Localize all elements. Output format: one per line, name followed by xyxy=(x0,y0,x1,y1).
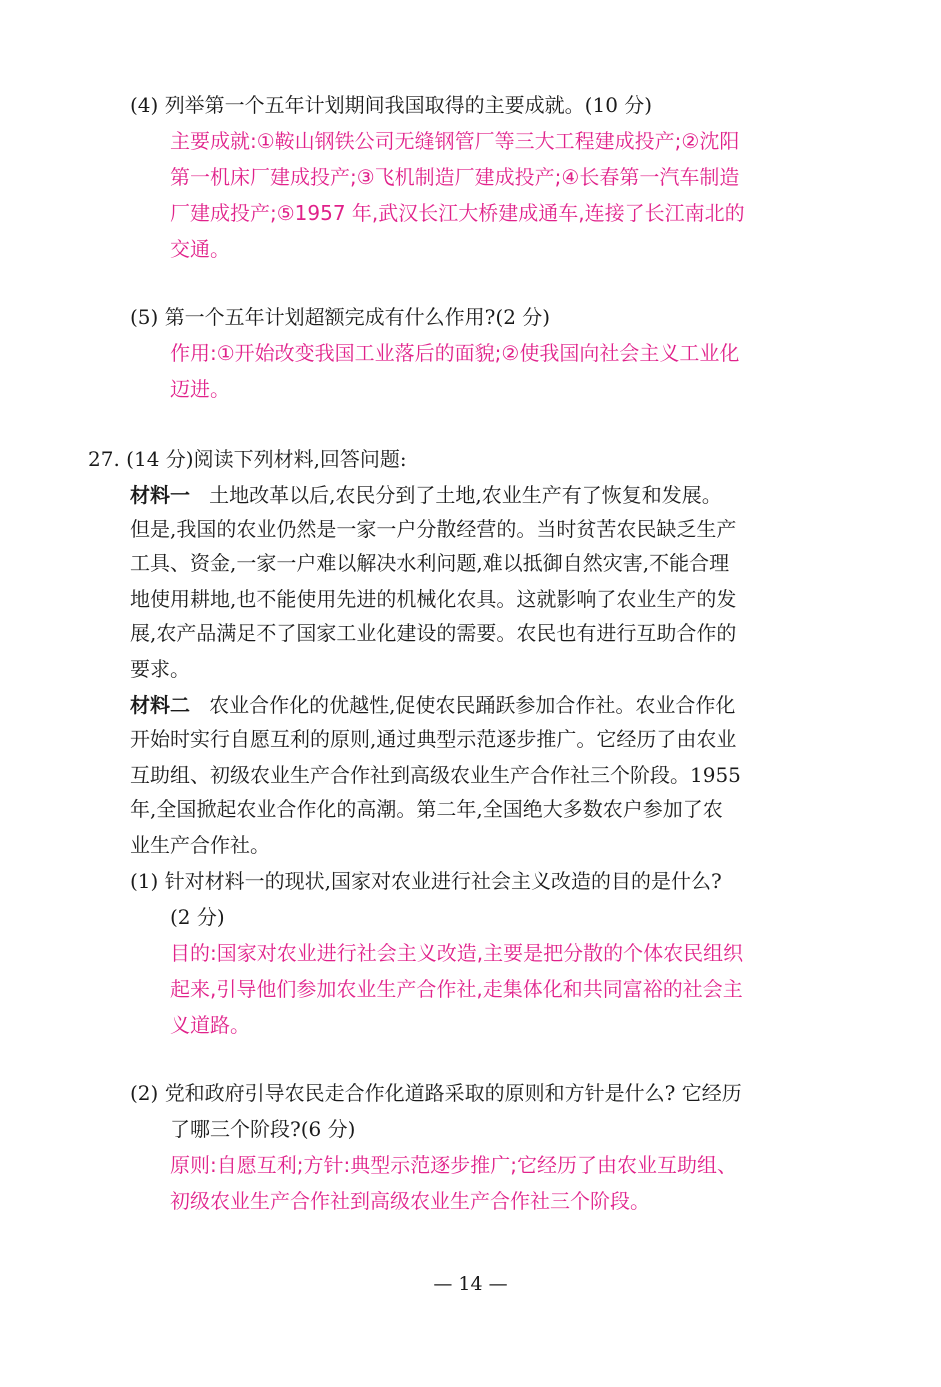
material1-line: 要求。 xyxy=(130,657,190,681)
page-number: — 14 — xyxy=(433,1273,508,1295)
material2-line: 年,全国掀起农业合作化的高潮。第二年,全国绝大多数农户参加了农 xyxy=(130,797,723,821)
material1-text: 土地改革以后,农民分到了土地,农业生产有了恢复和发展。 xyxy=(209,483,722,507)
material1-first-line xyxy=(130,482,722,508)
material2-text: 农业合作化的优越性,促使农民踊跃参加合作社。农业合作化 xyxy=(209,693,736,717)
q27-2-question-cont: 了哪三个阶段?(6 分) xyxy=(170,1117,356,1141)
q26-4-answer-line: 第一机床厂建成投产;③飞机制造厂建成投产;④长春第一汽车制造 xyxy=(170,165,740,189)
material2-line: 开始时实行自愿互利的原则,通过典型示范逐步推广。它经历了由农业 xyxy=(130,727,737,751)
material1-line: 但是,我国的农业仍然是一家一户分散经营的。当时贫苦农民缺乏生产 xyxy=(130,517,737,541)
q26-5-question: (5) 第一个五年计划超额完成有什么作用?(2 分) xyxy=(130,305,551,329)
q27-1-answer-line: 起来,引导他们参加农业生产合作社,走集体化和共同富裕的社会主 xyxy=(170,977,743,1001)
q26-5-answer-line: 作用:①开始改变我国工业落后的面貌;②使我国向社会主义工业化 xyxy=(170,341,740,365)
material2-first-line xyxy=(130,692,735,718)
material2-label: 材料二 xyxy=(130,693,190,717)
q27-1-question: (1) 针对材料一的现状,国家对农业进行社会主义改造的目的是什么? xyxy=(130,869,722,893)
q26-4-answer-line: 主要成就:①鞍山钢铁公司无缝钢管厂等三大工程建成投产;②沈阳 xyxy=(170,129,740,153)
material1-line: 展,农产品满足不了国家工业化建设的需要。农民也有进行互助合作的 xyxy=(130,621,737,645)
material2-line: 互助组、初级农业生产合作社到高级农业生产合作社三个阶段。1955 xyxy=(130,763,741,787)
q27-header: 27. (14 分)阅读下列材料,回答问题: xyxy=(88,447,407,471)
q27-1-answer-line: 目的:国家对农业进行社会主义改造,主要是把分散的个体农民组织 xyxy=(170,941,744,965)
q26-4-answer-line: 交通。 xyxy=(170,237,230,261)
q26-5-answer-line: 迈进。 xyxy=(170,377,230,401)
q26-4-question: (4) 列举第一个五年计划期间我国取得的主要成就。(10 分) xyxy=(130,93,653,117)
q27-2-question: (2) 党和政府引导农民走合作化道路采取的原则和方针是什么? 它经历 xyxy=(130,1081,742,1105)
q27-2-answer-line: 原则:自愿互利;方针:典型示范逐步推广;它经历了由农业互助组、 xyxy=(170,1153,737,1177)
material1-label: 材料一 xyxy=(130,483,190,507)
material2-line: 业生产合作社。 xyxy=(130,833,270,857)
material1-line: 地使用耕地,也不能使用先进的机械化农具。这就影响了农业生产的发 xyxy=(130,587,737,611)
q27-1-question-score: (2 分) xyxy=(170,905,225,929)
q27-1-answer-line: 义道路。 xyxy=(170,1013,250,1037)
material1-line: 工具、资金,一家一户难以解决水利问题,难以抵御自然灾害,不能合理 xyxy=(130,551,730,575)
q26-4-answer-line: 厂建成投产;⑤1957 年,武汉长江大桥建成通车,连接了长江南北的 xyxy=(170,201,745,225)
q27-2-answer-line: 初级农业生产合作社到高级农业生产合作社三个阶段。 xyxy=(170,1189,650,1213)
